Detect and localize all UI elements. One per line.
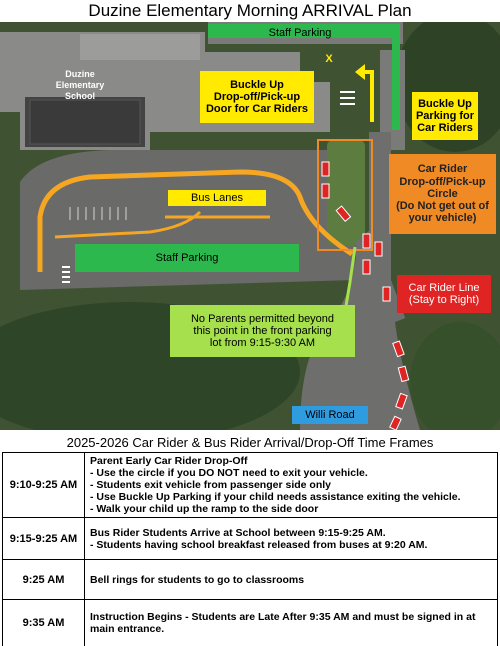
description-cell: Bus Rider Students Arrive at School between 9:15-9:25 AM. - Students having school breakfast released from buses at 9:20 AM. [85,518,498,560]
time-cell: 9:10-9:25 AM [3,453,85,518]
description-cell: Bell rings for students to go to classrooms [85,560,498,600]
car-rider-circle-label: Car Rider Drop-off/Pick-up Circle (Do Not get out of your vehicle) [389,154,496,234]
no-parents-label: No Parents permitted beyond this point in the front parking lot from 9:15-9:30 AM [170,305,355,357]
staff-parking-mid-label: Staff Parking [75,244,299,272]
buckle-up-parking-label: Buckle Up Parking for Car Riders [412,92,478,140]
arrival-timetable [2,452,498,646]
school-name-label: Duzine Elementary School [55,69,105,101]
table-row [3,560,498,600]
table-row [3,600,498,646]
timetable-title: 2025-2026 Car Rider & Bus Rider Arrival/Drop-Off Time Frames [66,435,434,450]
time-cell: 9:35 AM [3,600,85,646]
time-cell: 9:25 AM [3,560,85,600]
willi-road-label: Willi Road [292,406,368,424]
staff-parking-top-label: Staff Parking [268,26,332,39]
time-cell: 9:15-9:25 AM [3,518,85,560]
buckle-up-door-label: Buckle Up Drop-off/Pick-up Door for Car Riders [200,71,314,123]
marker-x-label: X [325,52,333,65]
description-cell: Instruction Begins - Students are Late After 9:35 AM and must be signed in at main entrance. [85,600,498,646]
arrival-map [0,22,500,430]
car-rider-line-label: Car Rider Line (Stay to Right) [397,275,491,313]
bus-lanes-label: Bus Lanes [168,190,266,206]
table-row [3,518,498,560]
table-row [3,453,498,518]
description-cell: Parent Early Car Rider Drop-Off - Use the circle if you DO NOT need to exit your vehicle. - Students exit vehicle from passenger side only - Use Buckle Up Parking if your child needs assistance exiting the vehicle. - Walk your child up the ramp to the side door [85,453,498,518]
page-title: Duzine Elementary Morning ARRIVAL Plan [88,1,412,20]
